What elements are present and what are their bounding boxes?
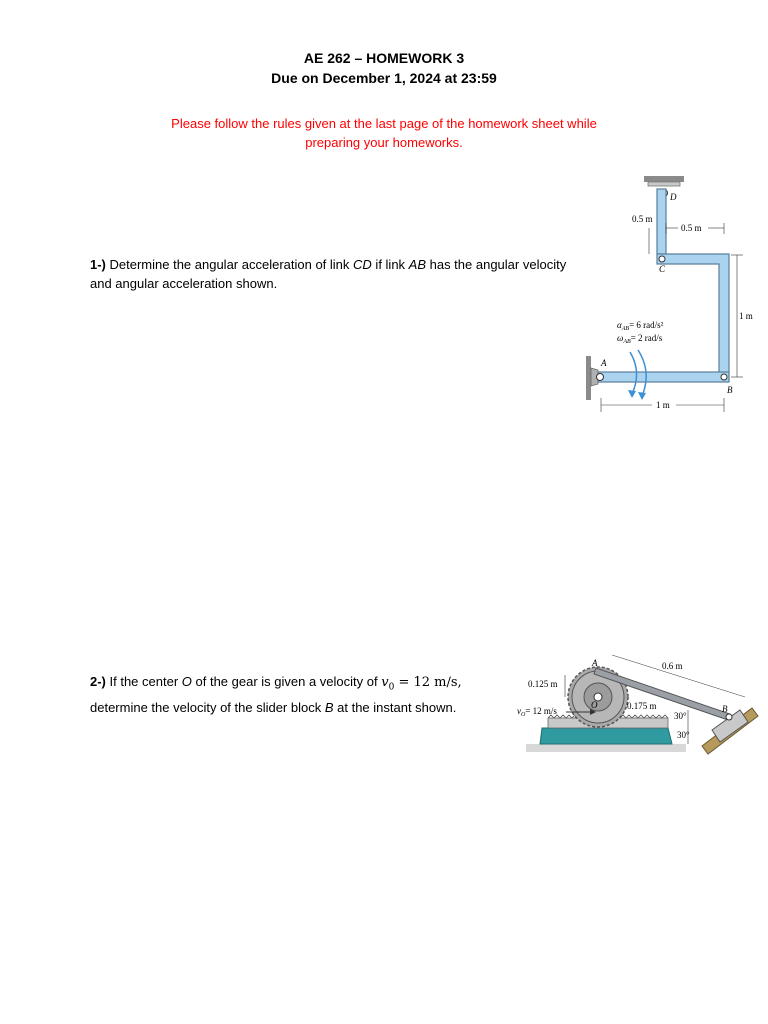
problem-1-line-2: and angular acceleration shown. <box>90 276 278 291</box>
slider-block-ref: B <box>324 699 334 715</box>
angle-2-label: 30° <box>677 730 690 740</box>
problem-2-text-d: at the instant shown. <box>333 699 457 715</box>
ground <box>526 744 686 752</box>
link-cd-ref: CD <box>353 257 372 272</box>
dim-outer-label: 0.125 m <box>528 679 558 689</box>
angle-1-label: 30° <box>674 711 687 721</box>
link-ab-ref: AB <box>408 257 426 272</box>
problem-1-text-a: Determine the angular acceleration of link <box>105 257 354 272</box>
problem-2-text-c: determine the velocity of the slider block <box>90 699 325 715</box>
label-b: B <box>727 385 733 395</box>
due-date: Due on December 1, 2024 at 23:59 <box>271 70 497 86</box>
dim-inner-label: 0.175 m <box>627 701 657 711</box>
label-c: C <box>659 264 666 274</box>
label-b2: B <box>722 704 728 714</box>
gear-center-ref: O <box>181 674 192 689</box>
dim-cx-label: 0.5 m <box>681 223 702 233</box>
dim-ab-label: 1 m <box>656 400 670 410</box>
velocity-label: $v_O= 12$ m/s <box>517 706 557 718</box>
problem-1-number: 1-) <box>90 257 106 272</box>
label-d: D <box>670 192 677 202</box>
label-a: A <box>601 358 607 368</box>
alpha-ab: $\alpha_{AB}= 6$ rad/s² <box>617 320 664 332</box>
problem-2-number: 2-) <box>90 674 106 689</box>
label-a2: A <box>592 658 598 668</box>
rules-notice-line-1: Please follow the rules given at the last page of the homework sheet while <box>171 116 597 131</box>
problem-2-text-a: If the center <box>105 674 182 689</box>
problem-1-text-b: if link <box>371 257 409 272</box>
homework-title: AE 262 – HOMEWORK 3 <box>303 50 465 66</box>
dim-rod-label: 0.6 m <box>662 661 683 671</box>
problem-1-text-c: has the angular velocity <box>426 257 567 272</box>
pin-b2 <box>726 714 732 720</box>
label-o: O <box>591 700 598 710</box>
velocity-expression: $v_0 = 12$ m/s, <box>381 675 462 693</box>
dim-cd-label: 0.5 m <box>632 214 653 224</box>
rules-notice-line-2: preparing your homeworks. <box>305 135 463 150</box>
problem-2-text-b: of the gear is given a velocity of <box>191 674 382 689</box>
dim-height-label: 1 m <box>739 311 753 321</box>
omega-ab: $\omega_{AB}= 2$ rad/s <box>617 333 663 345</box>
rack-base <box>540 728 672 744</box>
